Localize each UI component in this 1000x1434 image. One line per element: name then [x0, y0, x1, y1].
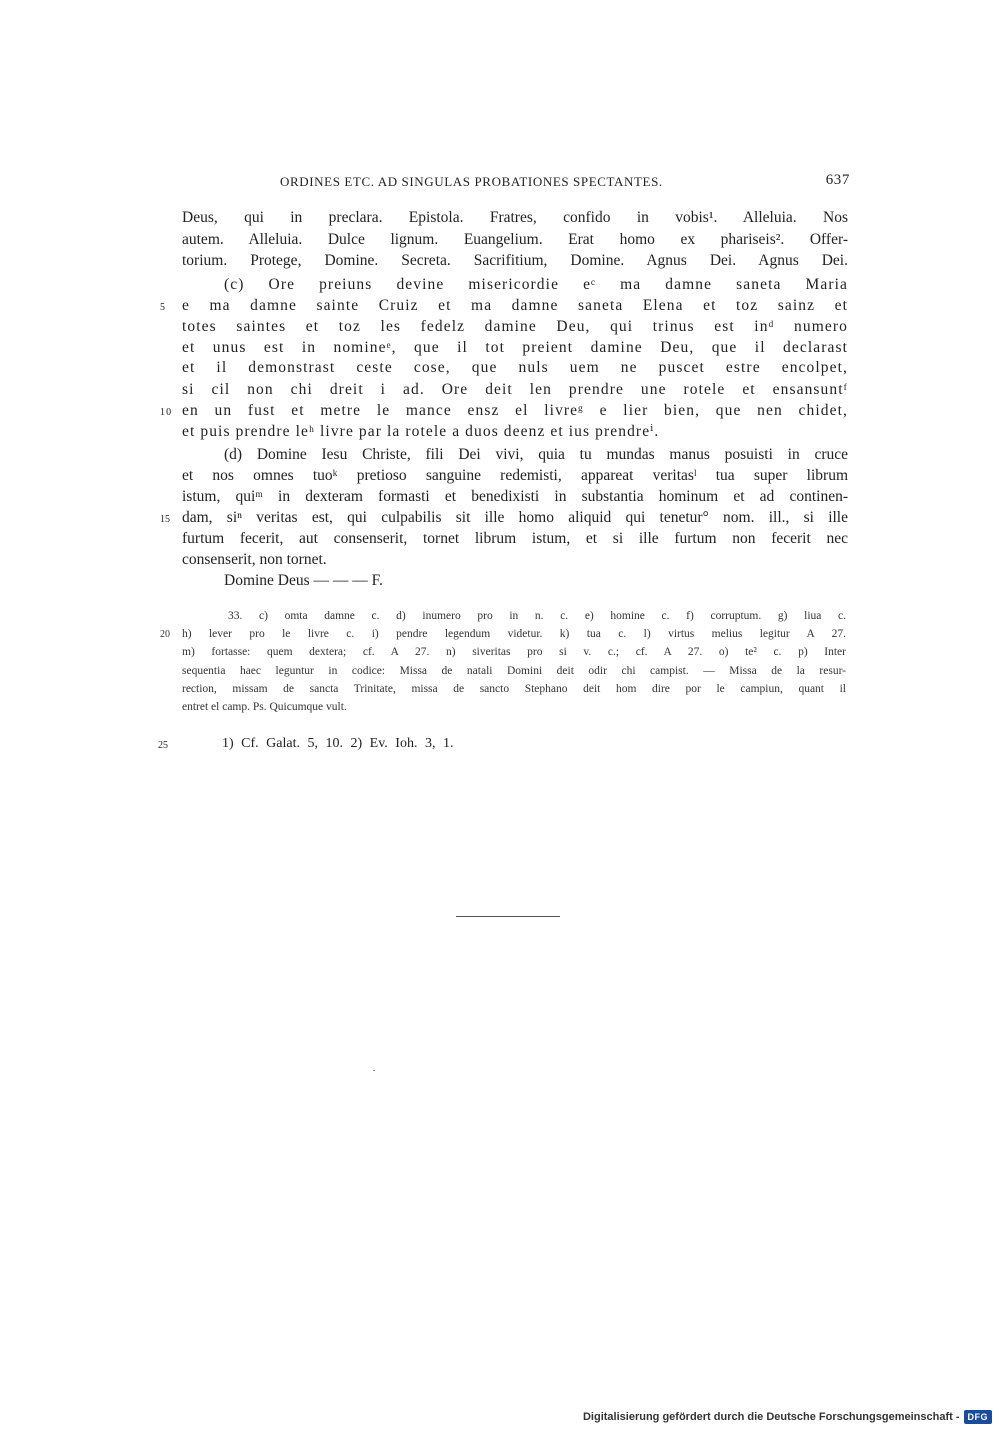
- text-line: autem. Alleluia. Dulce lignum. Euangelium. Erat homo ex phariseis². Offer-: [182, 231, 848, 248]
- text-line: et puis prendre leʰ livre par la rotele a duos deenz et ius prendreⁱ.: [182, 423, 660, 440]
- text-line: 15 dam, siⁿ veritas est, qui culpabilis sit ille homo aliquid qui tenetur° nom. ill., si ille: [182, 508, 848, 528]
- text-line: Deus, qui in preclara. Epistola. Fratres, confido in vobis¹. Alleluia. Nos: [182, 209, 848, 226]
- text-line: consenserit, non tornet.: [182, 551, 327, 568]
- line-number: 10: [160, 407, 173, 418]
- footnote-line: m) fortasse: quem dextera; cf. A 27. n) siveritas pro si v. c.; cf. A 27. o) te² c. p) Inter: [182, 646, 846, 658]
- text-line: torium. Protege, Domine. Secreta. Sacrifitium, Domine. Agnus Dei. Agnus Dei.: [182, 252, 848, 269]
- page-number: 637: [825, 172, 850, 188]
- scan-speck: [373, 1070, 375, 1071]
- text-line: et unus est in nomineᵉ, que il tot preient damine Deu, que il declarast: [182, 339, 848, 356]
- text-line: istum, quiᵐ in dexteram formasti et benedixisti in substantia hominum et ad continen-: [182, 488, 848, 505]
- funding-text: Digitalisierung gefördert durch die Deutsche Forschungsgemeinschaft -: [582, 1411, 960, 1423]
- end-rule: [456, 916, 560, 917]
- text-line: (d) Domine Iesu Christe, fili Dei vivi, quia tu mundas manus posuisti in cruce: [224, 446, 848, 463]
- running-head: ORDINES ETC. AD SINGULAS PROBATIONES SPECTANTES.: [280, 174, 663, 189]
- dfg-logo: DFG: [964, 1410, 993, 1424]
- reference-footnotes: 1) Cf. Galat. 5, 10. 2) Ev. Ioh. 3, 1.: [222, 736, 454, 751]
- footnote-line: rection, missam de sancta Trinitate, missa de sancto Stephano deit hom dire por le campiun, quant il: [182, 683, 846, 695]
- page-header: [180, 172, 850, 192]
- funding-banner: [583, 1408, 992, 1426]
- text-line: totes saintes et toz les fedelz damine Deu, qui trinus est inᵈ numero: [182, 318, 848, 335]
- footnote-line: 20 h) lever pro le livre c. i) pendre legendum videtur. k) tua c. l) virtus melius legitur A 27.: [182, 625, 846, 643]
- text-line: (c) Ore preiuns devine misericordie eᶜ ma damne saneta Maria: [224, 276, 848, 293]
- footnote-line: entret el camp. Ps. Quicumque vult.: [182, 701, 347, 713]
- text-line: et nos omnes tuoᵏ pretioso sanguine redemisti, appareat veritasˡ tua super librum: [182, 467, 848, 484]
- footnote-line: 33. c) omta damne c. d) inumero pro in n. c. e) homine c. f) corruptum. g) liua c.: [228, 610, 846, 622]
- text-line: si cil non chi dreit i ad. Ore deit len prendre une rotele et ensansuntᶠ: [182, 381, 848, 398]
- footnote-line: sequentia haec leguntur in codice: Missa de natali Domini deit odir chi campist. — Missa de la resur-: [182, 665, 846, 677]
- line-number: 5: [160, 302, 167, 313]
- line-number: 25: [158, 740, 168, 751]
- text-line: et il demonstrast ceste cose, que nuls uem ne puscet estre encolpet,: [182, 359, 848, 376]
- line-number: 15: [160, 514, 170, 525]
- text-line: furtum fecerit, aut consenserit, tornet librum istum, et si ille furtum non fecerit nec: [182, 530, 848, 547]
- line-number: 20: [160, 629, 170, 640]
- text-line: 5 e ma damne sainte Cruiz et ma damne saneta Elena et toz sainz et: [182, 296, 848, 316]
- text-line: 10 en un fust et metre le mance ensz el livreᵍ e lier bien, que nen chidet,: [182, 401, 848, 421]
- text-line: Domine Deus — — — F.: [224, 572, 383, 589]
